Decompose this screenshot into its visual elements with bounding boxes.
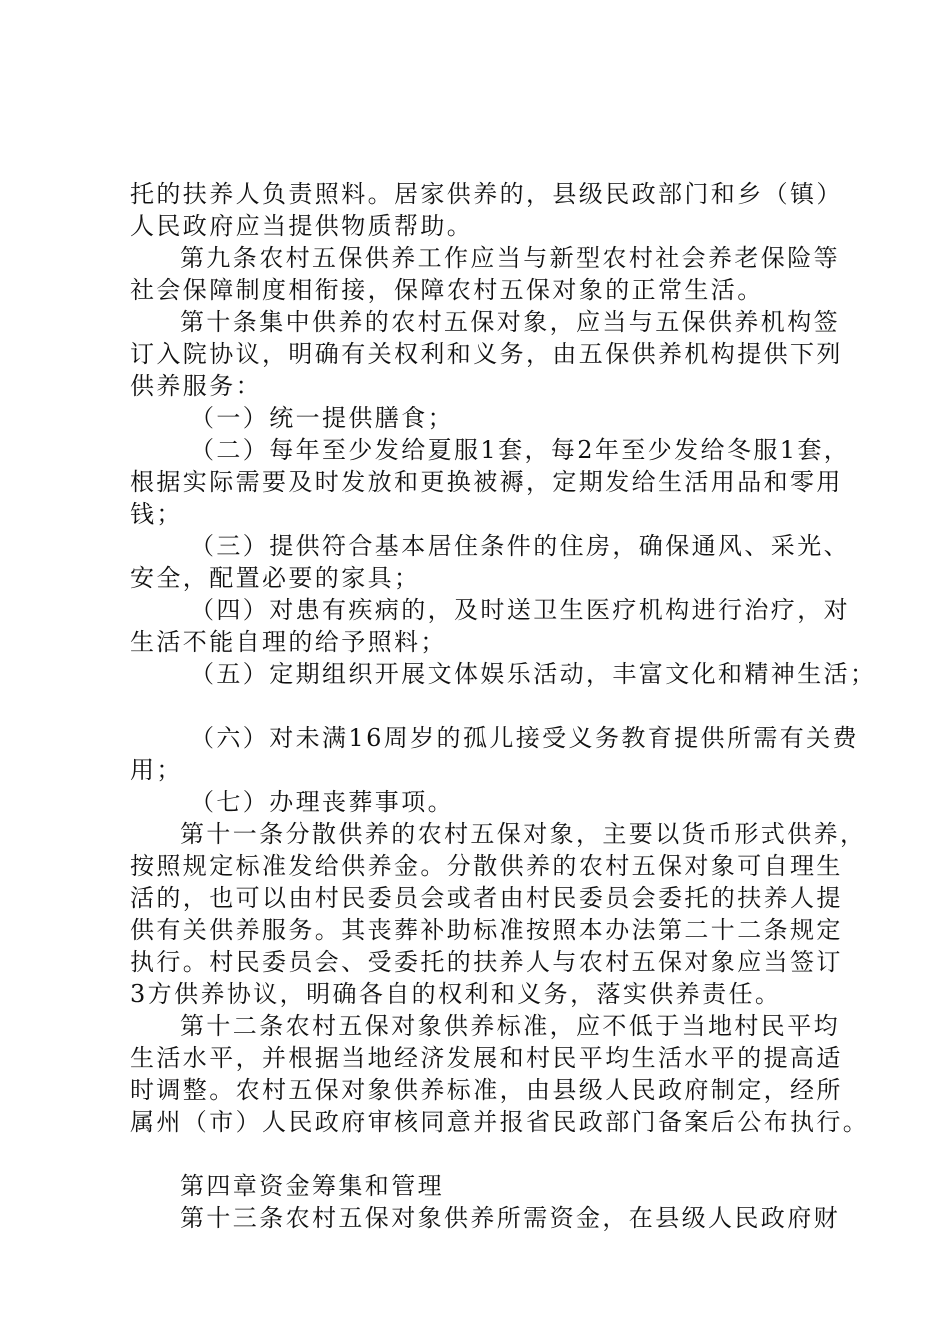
text-line: 托的扶养人负责照料。居家供养的，县级民政部门和乡（镇）	[130, 180, 843, 208]
list-item-4: （四）对患有疾病的，及时送卫生医疗机构进行治疗，对	[190, 596, 850, 624]
text-line: 钱；	[130, 500, 183, 528]
text-line: 安全，配置必要的家具；	[130, 564, 421, 592]
list-item-3: （三）提供符合基本居住条件的住房，确保通风、采光、	[190, 532, 850, 560]
text-line: 活的，也可以由村民委员会或者由村民委员会委托的扶养人提	[130, 884, 843, 912]
article-10-start: 第十条集中供养的农村五保对象，应当与五保供养机构签	[180, 308, 840, 336]
text-line: 属州（市）人民政府审核同意并报省民政部门备案后公布执行。	[130, 1108, 870, 1136]
list-item-6: （六）对未满16周岁的孤儿接受义务教育提供所需有关费	[190, 724, 859, 752]
list-item-2: （二）每年至少发给夏服1套，每2年至少发给冬服1套，	[190, 436, 851, 464]
text-line: 根据实际需要及时发放和更换被褥，定期发给生活用品和零用	[130, 468, 843, 496]
text-line: 订入院协议，明确有关权利和义务，由五保供养机构提供下列	[130, 340, 843, 368]
article-13-start: 第十三条农村五保对象供养所需资金，在县级人民政府财	[180, 1204, 840, 1232]
text-line: 供有关供养服务。其丧葬补助标准按照本办法第二十二条规定	[130, 916, 843, 944]
article-9-start: 第九条农村五保供养工作应当与新型农村社会养老保险等	[180, 244, 840, 272]
article-11-start: 第十一条分散供养的农村五保对象，主要以货币形式供养，	[180, 820, 867, 848]
text-line: 按照规定标准发给供养金。分散供养的农村五保对象可自理生	[130, 852, 843, 880]
text-line: 执行。村民委员会、受委托的扶养人与农村五保对象应当签订	[130, 948, 843, 976]
text-line: 供养服务：	[130, 372, 262, 400]
list-item-5: （五）定期组织开展文体娱乐活动，丰富文化和精神生活；	[190, 660, 877, 688]
text-line: 生活不能自理的给予照料；	[130, 628, 447, 656]
text-line: 3方供养协议，明确各自的权利和义务，落实供养责任。	[130, 980, 782, 1008]
text-line: 生活水平，并根据当地经济发展和村民平均生活水平的提高适	[130, 1044, 843, 1072]
list-item-7: （七）办理丧葬事项。	[190, 788, 454, 816]
article-12-start: 第十二条农村五保对象供养标准，应不低于当地村民平均	[180, 1012, 840, 1040]
list-item-1: （一）统一提供膳食；	[190, 404, 454, 432]
chapter-4-heading: 第四章资金筹集和管理	[180, 1172, 444, 1200]
text-line: 人民政府应当提供物质帮助。	[130, 212, 474, 240]
text-line: 社会保障制度相衔接，保障农村五保对象的正常生活。	[130, 276, 764, 304]
text-line: 时调整。农村五保对象供养标准，由县级人民政府制定，经所	[130, 1076, 843, 1104]
text-line: 用；	[130, 756, 183, 784]
